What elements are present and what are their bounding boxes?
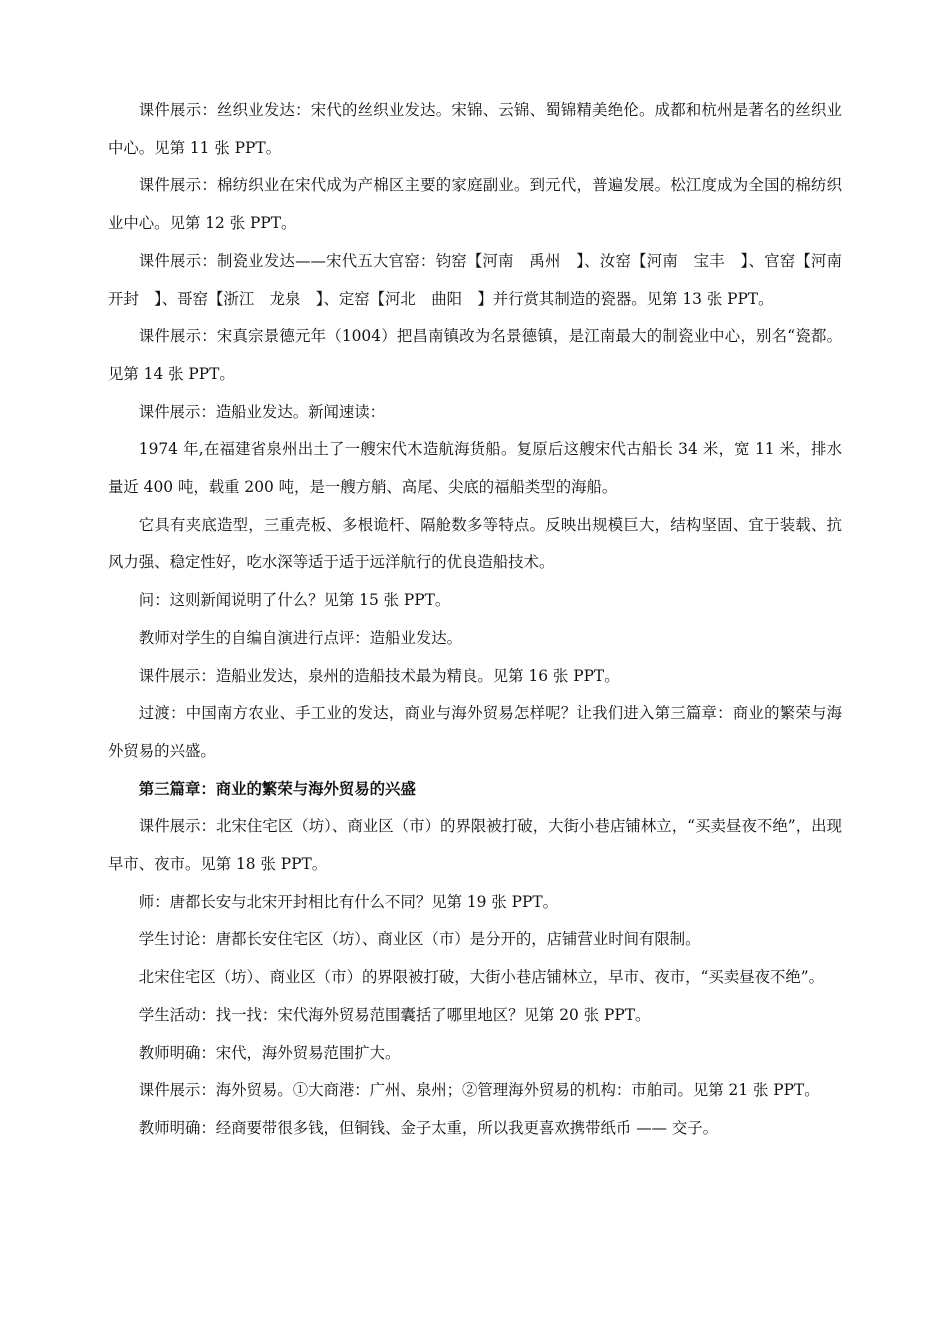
paragraph-transition: 过渡：中国南方农业、手工业的发达，商业与海外贸易怎样呢？让我们进入第三篇章：商业的繁荣与海外贸易的兴盛。	[108, 704, 842, 760]
paragraph-overseas-trade: 课件展示：海外贸易。①大商港：广州、泉州；②管理海外贸易的机构：市舶司。见第 21 张 PPT。	[138, 1081, 820, 1100]
paragraph-northern-song-boundary: 北宋住宅区（坊）、商业区（市）的界限被打破，大街小巷店铺林立，早市、夜市，“买卖昼夜不绝”。	[138, 968, 825, 987]
paragraph-teacher-question: 师：唐都长安与北宋开封相比有什么不同？见第 19 张 PPT。	[138, 892, 559, 911]
paragraph-cotton-industry: 课件展示：棉纺织业在宋代成为产棉区主要的家庭副业。到元代，普遍发展。松江度成为全国的棉纺织业中心。见第 12 张 PPT。	[108, 176, 842, 233]
paragraph-ship-features: 它具有夹底造型，三重壳板、多根诡杆、隔舱数多等特点。反映出规模巨大，结构坚固、宜于装载、抗风力强、稳定性好，吃水深等适于适于远洋航行的优良造船技术。	[108, 515, 842, 572]
paragraph-jingdezhen: 课件展示：宋真宗景德元年（1004）把昌南镇改为名景德镇，是江南最大的制瓷业中心，别名“瓷都。见第 14 张 PPT。	[108, 327, 842, 383]
document-body	[108, 92, 858, 1148]
paragraph-question: 问：这则新闻说明了什么？见第 15 张 PPT。	[138, 591, 451, 610]
paragraph-shipbuilding-news: 课件展示：造船业发达。新闻速读：	[138, 402, 386, 421]
paragraph-student-discussion: 学生讨论：唐都长安住宅区（坊）、商业区（市）是分开的，店铺营业时间有限制。	[138, 930, 701, 949]
paragraph-northern-song-market: 课件展示：北宋住宅区（坊）、商业区（市）的界限被打破，大街小巷店铺林立，“买卖昼夜不绝”，出现早市、夜市。见第 18 张 PPT。	[108, 817, 842, 874]
paragraph-silk-industry: 课件展示：丝织业发达：宋代的丝织业发达。宋锦、云锦、蜀锦精美绝伦。成都和杭州是著名的丝织业中心。见第 11 张 PPT。	[108, 101, 842, 157]
paragraph-quanzhou-ship: 1974 年,在福建省泉州出土了一艘宋代木造航海货船。复原后这艘宋代古船长 34 米，宽 11 米，排水量近 400 吨，载重 200 吨，是一艘方艄、高尾、尖底的福船类型的海船。	[108, 440, 842, 497]
paragraph-student-activity: 学生活动：找一找：宋代海外贸易范围囊括了哪里地区？见第 20 张 PPT。	[138, 1005, 651, 1024]
paragraph-teacher-clarify-trade: 教师明确：宋代，海外贸易范围扩大。	[138, 1043, 401, 1062]
section-heading: 第三篇章：商业的繁荣与海外贸易的兴盛	[138, 779, 416, 798]
paragraph-paper-money: 教师明确：经商要带很多钱，但铜钱、金子太重，所以我更喜欢携带纸币 —— 交子。	[138, 1118, 719, 1137]
paragraph-teacher-comment: 教师对学生的自编自演进行点评：造船业发达。	[138, 628, 463, 647]
paragraph-porcelain-kilns: 课件展示：制瓷业发达——宋代五大官窑：钧窑【河南 禹州 】、汝窑【河南 宝丰 】、官窑【河南 开封 】、哥窑【浙江 龙泉 】、定窑【河北 曲阳 】并行赏其制造的瓷器。见第 13 张 PPT。	[108, 251, 858, 308]
paragraph-shipbuilding-summary: 课件展示：造船业发达，泉州的造船技术最为精良。见第 16 张 PPT。	[138, 666, 620, 685]
